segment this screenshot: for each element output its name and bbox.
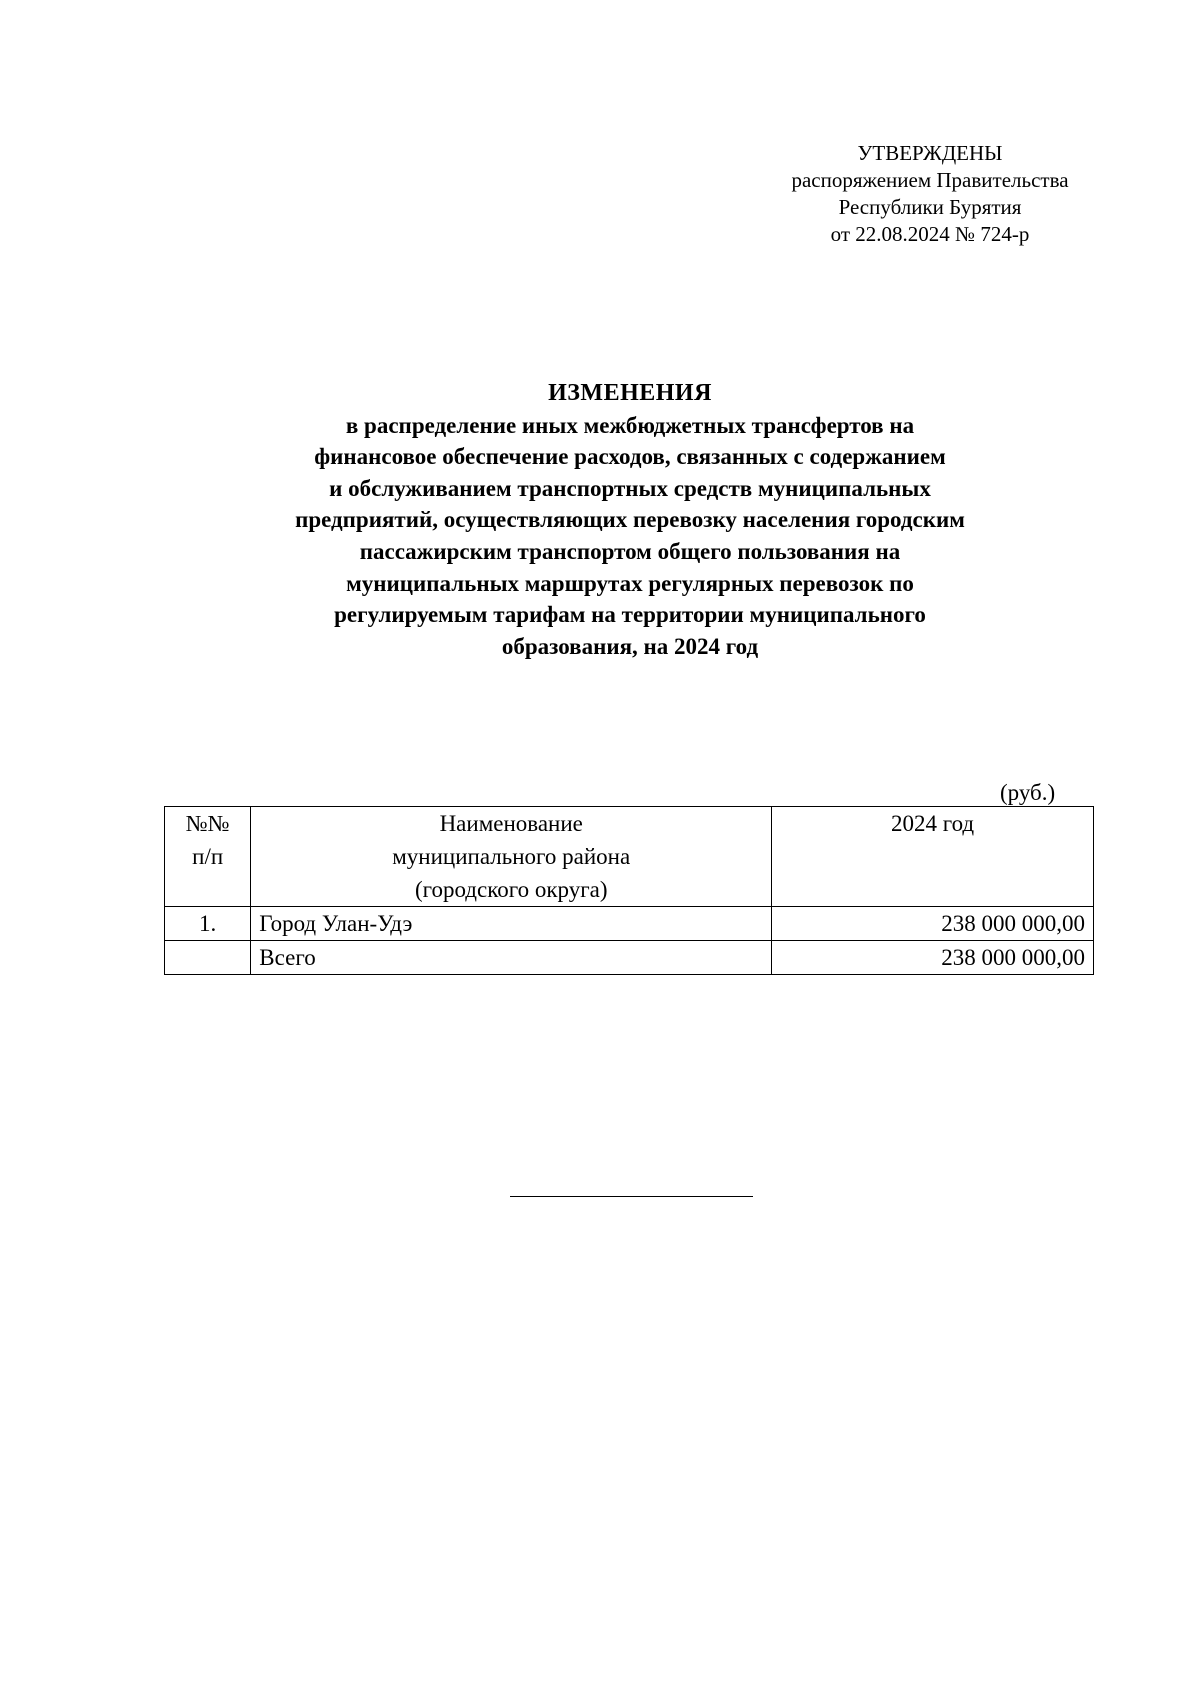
- header-year: 2024 год: [772, 807, 1094, 907]
- header-number: [165, 807, 251, 907]
- approval-stamp: [720, 140, 1140, 248]
- title-line: муниципальных маршрутах регулярных перевозок по: [346, 570, 914, 596]
- unit-label: (руб.): [1000, 780, 1056, 805]
- table-header-row: [165, 807, 1094, 907]
- title-line: финансовое обеспечение расходов, связанных с содержанием: [314, 444, 946, 470]
- header-number-line: №№: [185, 811, 230, 836]
- title-line: и обслуживанием транспортных средств муниципальных: [329, 475, 931, 501]
- approval-line: УТВЕРЖДЕНЫ: [857, 141, 1003, 165]
- title-line: предприятий, осуществляющих перевозку населения городским: [295, 507, 965, 533]
- header-name-line: (городского округа): [414, 877, 608, 902]
- document-title: [160, 378, 1100, 662]
- table-total-row: [165, 941, 1094, 975]
- end-of-document-rule: [510, 1196, 753, 1197]
- distribution-table: [164, 806, 1094, 975]
- header-name: [251, 807, 772, 907]
- row-name: Город Улан-Удэ: [251, 907, 772, 941]
- row-number: [165, 941, 251, 975]
- header-number-line: п/п: [192, 844, 224, 869]
- title-line: образования, на 2024 год: [501, 633, 759, 659]
- header-name-line: муниципального района: [392, 844, 631, 869]
- header-name-line: Наименование: [439, 811, 583, 836]
- title-line: пассажирским транспортом общего пользования на: [359, 538, 901, 564]
- approval-line: Республики Бурятия: [838, 195, 1022, 219]
- row-value: 238 000 000,00: [772, 907, 1094, 941]
- approval-date-line: от 22.08.2024 № 724-р: [830, 222, 1030, 246]
- approval-line: распоряжением Правительства: [791, 168, 1069, 192]
- title-heading: ИЗМЕНЕНИЯ: [548, 380, 712, 406]
- row-value: 238 000 000,00: [772, 941, 1094, 975]
- row-name: Всего: [251, 941, 772, 975]
- table-row: [165, 907, 1094, 941]
- title-line: регулируемым тарифам на территории муниципального: [334, 602, 926, 628]
- title-line: в распределение иных межбюджетных трансфертов на: [345, 412, 915, 438]
- row-number: 1.: [165, 907, 251, 941]
